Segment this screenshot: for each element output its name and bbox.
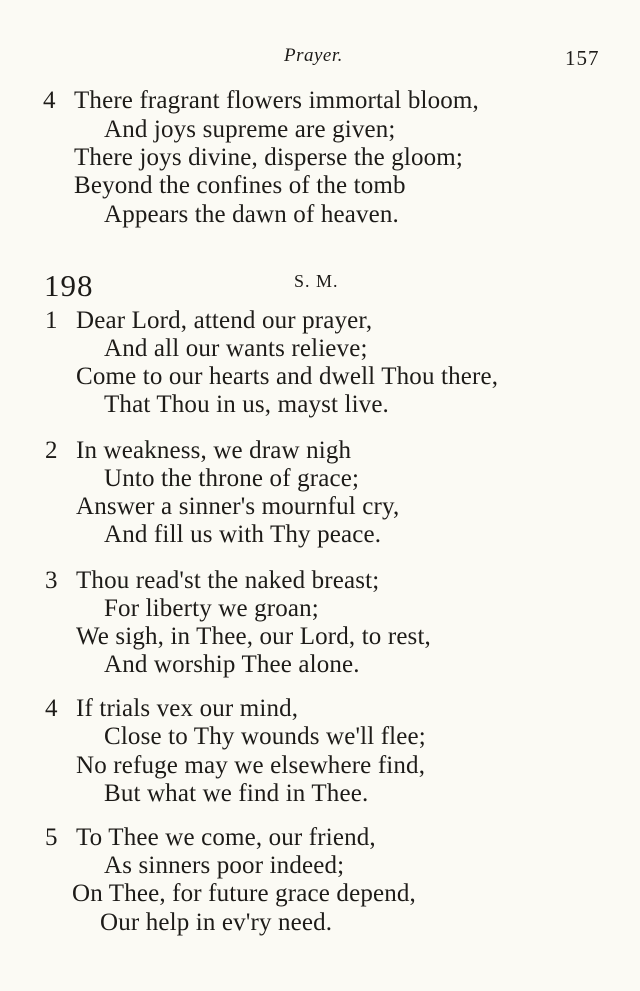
stanza-line: Close to Thy wounds we'll flee;: [104, 723, 426, 750]
stanza-number: 2: [45, 437, 58, 464]
stanza-number: 1: [45, 307, 58, 334]
stanza-line: As sinners poor indeed;: [104, 852, 345, 879]
stanza-line: And worship Thee alone.: [104, 651, 360, 678]
stanza-line: And all our wants relieve;: [104, 335, 368, 362]
stanza-number: 4: [43, 87, 56, 114]
stanza-line: But what we find in Thee.: [104, 780, 369, 807]
stanza-line: And joys supreme are given;: [104, 116, 396, 143]
stanza-line: If trials vex our mind,: [76, 695, 299, 722]
stanza-line: Unto the throne of grace;: [104, 465, 360, 492]
page-number: 157: [565, 46, 600, 70]
stanza-line: Appears the dawn of heaven.: [104, 201, 399, 228]
stanza-line: Come to our hearts and dwell Thou there,: [76, 363, 499, 390]
running-title: Prayer.: [284, 45, 343, 66]
stanza-line: For liberty we groan;: [104, 595, 319, 622]
hymn-number: 198: [44, 268, 94, 303]
stanza-line: We sigh, in Thee, our Lord, to rest,: [76, 623, 431, 650]
stanza-line: Thou read'st the naked breast;: [76, 567, 380, 594]
stanza-line: In weakness, we draw nigh: [76, 437, 352, 464]
stanza-line: Beyond the confines of the tomb: [74, 172, 406, 199]
stanza-line: Dear Lord, attend our prayer,: [76, 307, 373, 334]
stanza-line: There fragrant flowers immortal bloom,: [74, 87, 479, 114]
hymn-meter: S. M.: [294, 271, 339, 291]
stanza-line: And fill us with Thy peace.: [104, 521, 382, 548]
stanza-number: 4: [45, 695, 58, 722]
stanza-number: 3: [45, 567, 58, 594]
stanza-line: No refuge may we elsewhere find,: [76, 752, 426, 779]
stanza-line: To Thee we come, our friend,: [76, 824, 376, 851]
stanza-line: That Thou in us, mayst live.: [104, 391, 389, 418]
stanza-line: There joys divine, disperse the gloom;: [74, 144, 463, 171]
stanza-number: 5: [45, 824, 58, 851]
stanza-line: On Thee, for future grace depend,: [72, 880, 416, 907]
stanza-line: Answer a sinner's mournful cry,: [76, 493, 400, 520]
stanza-line: Our help in ev'ry need.: [100, 909, 333, 936]
